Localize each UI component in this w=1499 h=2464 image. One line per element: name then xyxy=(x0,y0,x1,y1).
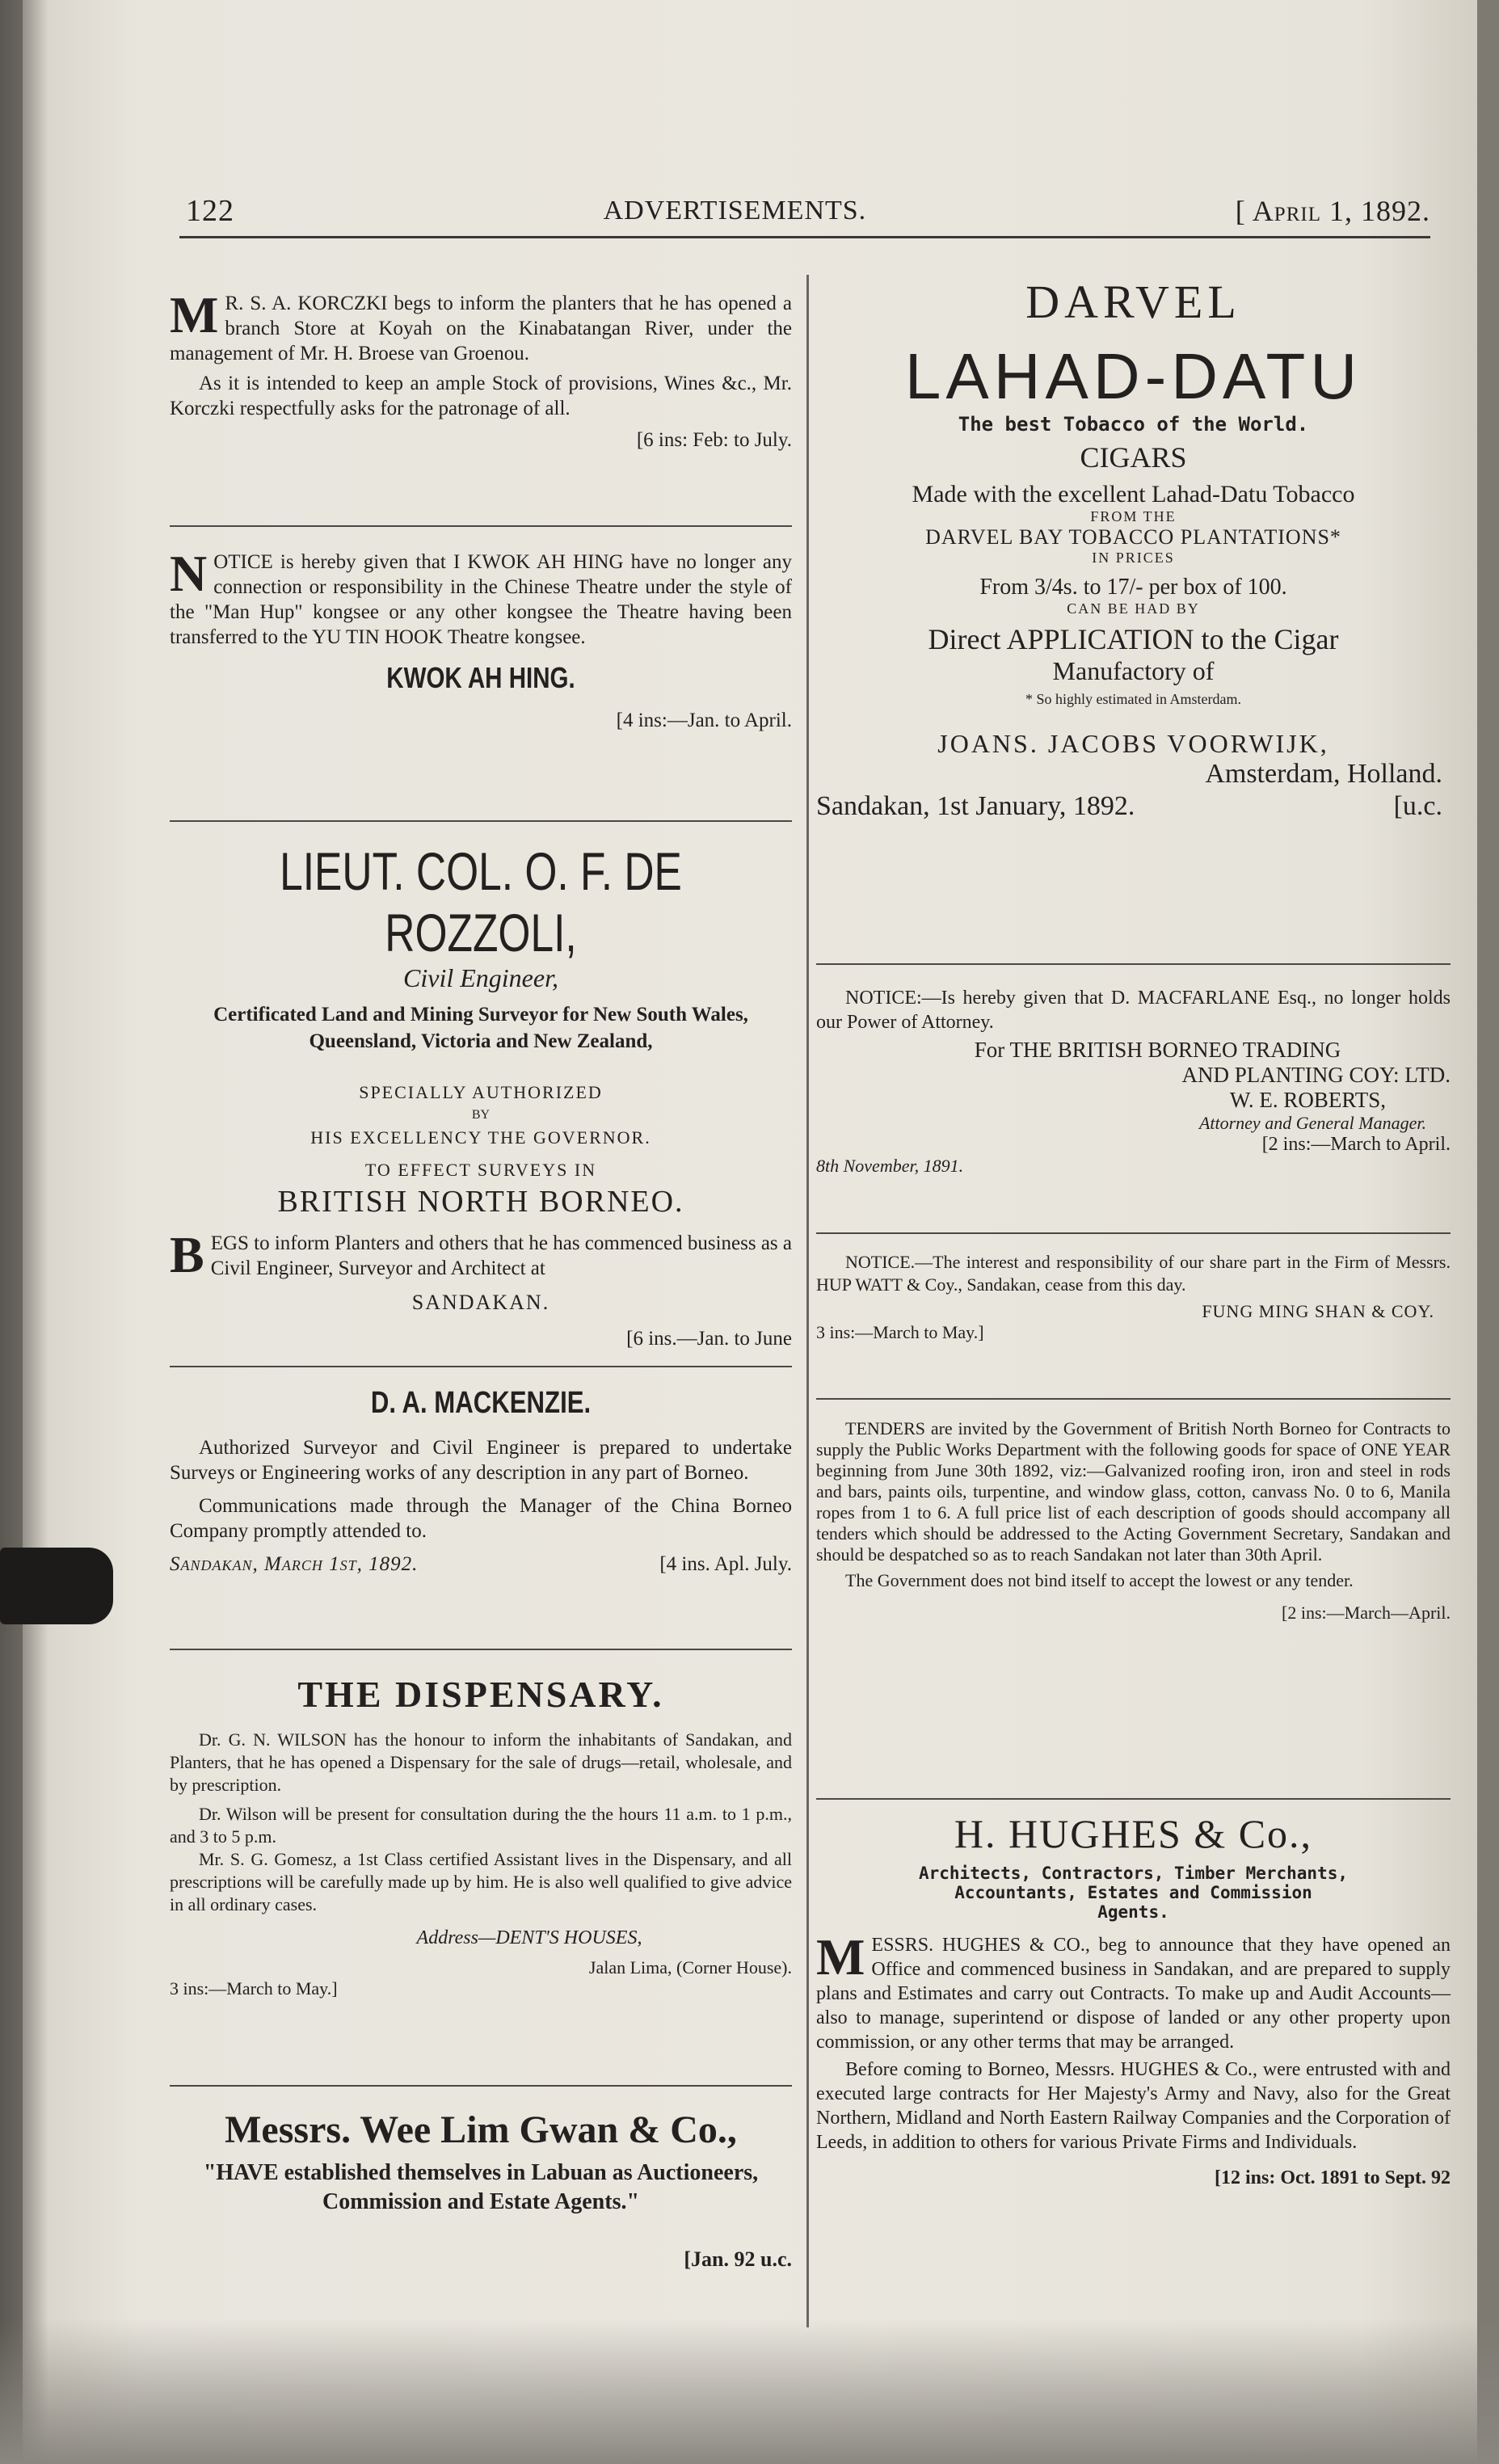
macfarlane-company: AND PLANTING COY: LTD. xyxy=(1181,1063,1451,1087)
darvel-can-be-had: CAN BE HAD BY xyxy=(1067,600,1200,617)
page-header xyxy=(186,191,1430,231)
page-number: 122 xyxy=(186,194,234,228)
hughes-text-2: Before coming to Borneo, Messrs. HUGHES & Co., were entrusted with and executed large contracts for Her Majesty's Army and Navy, also for the Great Northern, Midland and North Eastern Railway Companies and the Corporation of Leeds, in addition to others for various Private Firms and Individuals. xyxy=(816,2059,1451,2153)
wee-text: "HAVE established themselves in Labuan as Auctioneers, Commission and Estate Agents." xyxy=(203,2160,759,2214)
ad-kwok-ah-hing xyxy=(170,545,792,733)
rozzoli-place: SANDAKAN. xyxy=(411,1291,550,1314)
darvel-direct: Direct APPLICATION to the Cigar xyxy=(928,623,1339,655)
darvel-title: DARVEL xyxy=(1025,276,1241,328)
rozzoli-by: BY xyxy=(471,1108,491,1122)
korczki-insertions: [6 ins: Feb: to July. xyxy=(636,429,792,451)
divider xyxy=(816,1398,1451,1400)
hup-insertions: 3 ins:—March to May.] xyxy=(816,1322,984,1342)
rozzoli-borneo: BRITISH NORTH BORNEO. xyxy=(277,1185,684,1219)
dispensary-text-2: Dr. Wilson will be present for consultation during the the hours 11 a.m. to 1 p.m., and 3 to 5 p.m. xyxy=(170,1804,792,1847)
macfarlane-insertions: [2 ins:—March to April. xyxy=(1261,1134,1451,1155)
kwok-signature: KWOK AH HING. xyxy=(386,661,575,694)
tenders-text: TENDERS are invited by the Government of British North Borneo for Contracts to supply the Public Works Department with the following goods for space of ONE YEAR beginning from June 30th 1892, viz:—Galvanized roofing iron, iron and steel in rods and bars, paints oils, turpentine, and window glass, cotton, canvass No. 0 to 6, Manila ropes from 1 to 6. A full price list of each description of goods should accompany all tenders which should be addressed to the Acting Government Secretary, Sandakan and should be despatched so as to reach Sandakan not later than 30th April. xyxy=(816,1418,1451,1565)
dropcap-m: M xyxy=(816,1928,865,1986)
dispensary-text: Dr. G. N. WILSON has the honour to inform the inhabitants of Sandakan, and Planters, that he has opened a Dispensary for the sale of drugs—retail, wholesale, and by prescription. xyxy=(170,1729,792,1795)
darvel-note: * So highly estimated in Amsterdam. xyxy=(1025,691,1241,707)
darvel-cigars: CIGARS xyxy=(1080,441,1187,474)
hughes-insertions: [12 ins: Oct. 1891 to Sept. 92 xyxy=(1215,2167,1451,2188)
divider xyxy=(816,1798,1451,1800)
header-rule xyxy=(179,236,1430,238)
darvel-uc: [u.c. xyxy=(1393,791,1442,821)
darvel-plantations: DARVEL BAY TOBACCO PLANTATIONS* xyxy=(925,525,1341,549)
macfarlane-role: Attorney and General Manager. xyxy=(1198,1113,1426,1133)
page-edge-shadow xyxy=(0,0,48,2464)
dispensary-address: Address—DENT'S HOUSES, xyxy=(416,1927,642,1948)
macfarlane-date: 8th November, 1891. xyxy=(816,1156,964,1176)
dispensary-insertions: 3 ins:—March to May.] xyxy=(170,1978,338,1999)
ad-hughes xyxy=(816,1810,1451,2189)
kwok-text: OTICE is hereby given that I KWOK AH HING have no longer any connection or responsibility in the Chinese Theatre under the style of the "Man Hup" kongsee or any other kongsee the Theatre having been transferred to the YU TIN HOOK Theatre kongsee. xyxy=(170,551,792,648)
hup-signature: FUNG MING SHAN & COY. xyxy=(1202,1301,1434,1321)
kwok-insertions: [4 ins:—Jan. to April. xyxy=(616,710,792,731)
macfarlane-for: For THE BRITISH BORNEO TRADING xyxy=(974,1038,1341,1062)
darvel-amsterdam: Amsterdam, Holland. xyxy=(1205,759,1442,789)
dropcap-m: M xyxy=(170,286,219,343)
ad-darvel-cigars xyxy=(816,275,1451,822)
mackenzie-insertions: [4 ins. Apl. July. xyxy=(659,1553,792,1575)
rozzoli-text: EGS to inform Planters and others that he has commenced business as a Civil Engineer, Surveyor and Architect at xyxy=(210,1232,792,1279)
divider xyxy=(170,2085,792,2087)
korczki-text: R. S. A. KORCZKI begs to inform the planters that he has opened a branch Store at Koyah on the Kinabatangan River, under the management of Mr. H. Broese van Groenou. xyxy=(170,293,792,364)
notice-macfarlane xyxy=(816,986,1451,1177)
wee-insertions: [Jan. 92 u.c. xyxy=(684,2247,792,2271)
issue-date: [ April 1, 1892. xyxy=(1235,195,1430,227)
rozzoli-insertions: [6 ins.—Jan. to June xyxy=(626,1328,792,1350)
divider xyxy=(170,525,792,527)
hughes-text: ESSRS. HUGHES & CO., beg to announce that they have opened an Office and commenced business in Sandakan, and are prepared to supply plans and Estimates and carry out Contracts. To make up and Audit Accounts—also to manage, superintend or dispose of landed or any other property upon commission, or any other terms that may be arranged. xyxy=(816,1935,1451,2053)
darvel-voorwijk: JOANS. JACOBS VOORWIJK, xyxy=(937,729,1329,758)
dispensary-text-3: Mr. S. G. Gomesz, a 1st Class certified Assistant lives in the Dispensary, and all prescriptions will be carefully made up by him. He is also well qualified to give advice in all ordinary cases. xyxy=(170,1849,792,1914)
darvel-brand: LAHAD-DATU xyxy=(904,340,1362,412)
mackenzie-text: Authorized Surveyor and Civil Engineer is prepared to undertake Surveys or Engineering works of any description in any part of Borneo. xyxy=(170,1437,792,1484)
darvel-manufactory: Manufactory of xyxy=(1052,656,1215,685)
ad-dispensary xyxy=(170,1673,792,1999)
ad-korczki xyxy=(170,286,792,453)
macfarlane-signature: W. E. ROBERTS, xyxy=(1229,1088,1386,1112)
rozzoli-surveys: TO EFFECT SURVEYS IN xyxy=(364,1160,597,1180)
dropcap-b: B xyxy=(170,1226,204,1283)
binder-clip xyxy=(0,1548,113,1624)
rozzoli-authorized: SPECIALLY AUTHORIZED xyxy=(359,1082,603,1102)
korczki-text-2: As it is intended to keep an ample Stock of provisions, Wines &c., Mr. Korczki respectfully asks for the patronage of all. xyxy=(170,373,792,419)
hughes-subtitle-2: Accountants, Estates and Commission xyxy=(954,1883,1312,1902)
rozzoli-title: Civil Engineer, xyxy=(403,963,558,992)
hughes-subtitle-1: Architects, Contractors, Timber Merchants, xyxy=(918,1864,1348,1883)
divider xyxy=(170,820,792,822)
dispensary-street: Jalan Lima, (Corner House). xyxy=(588,1957,792,1978)
hup-text: NOTICE.—The interest and responsibility of our share part in the Firm of Messrs. HUP WATT & Coy., Sandakan, cease from this day. xyxy=(816,1252,1451,1295)
mackenzie-name: D. A. MACKENZIE. xyxy=(370,1386,592,1420)
divider xyxy=(170,1366,792,1367)
mackenzie-text-2: Communications made through the Manager of the China Borneo Company promptly attended to. xyxy=(170,1495,792,1542)
darvel-tagline: The best Tobacco of the World. xyxy=(958,413,1309,436)
darvel-made-with: Made with the excellent Lahad-Datu Tobacco xyxy=(912,481,1355,508)
rozzoli-certification: Certificated Land and Mining Surveyor for New South Wales, Queensland, Victoria and New Zealand, xyxy=(213,1004,748,1052)
dispensary-title: THE DISPENSARY. xyxy=(297,1674,664,1715)
macfarlane-text: NOTICE:—Is hereby given that D. MACFARLANE Esq., no longer holds our Power of Attorney. xyxy=(816,988,1451,1033)
wee-name: Messrs. Wee Lim Gwan & Co., xyxy=(225,2108,737,2151)
divider xyxy=(816,963,1451,965)
darvel-in-prices: IN PRICES xyxy=(1092,550,1175,566)
darvel-price-range: From 3/4s. to 17/- per box of 100. xyxy=(979,575,1287,600)
section-title: ADVERTISEMENTS. xyxy=(603,196,867,225)
column-rule xyxy=(806,275,809,2327)
ad-rozzoli xyxy=(170,840,792,1351)
dropcap-n: N xyxy=(170,545,208,602)
rozzoli-governor: HIS EXCELLENCY THE GOVERNOR. xyxy=(310,1127,651,1148)
divider xyxy=(816,1232,1451,1234)
divider xyxy=(170,1649,792,1650)
ad-mackenzie xyxy=(170,1386,792,1576)
notice-tenders xyxy=(816,1418,1451,1624)
notice-hup-watt xyxy=(816,1251,1451,1343)
page-bottom-shadow xyxy=(0,2319,1499,2464)
tenders-insertions: [2 ins:—March—April. xyxy=(1282,1603,1451,1623)
tenders-text-2: The Government does not bind itself to accept the lowest or any tender. xyxy=(845,1570,1354,1590)
hughes-name: H. HUGHES & Co., xyxy=(954,1811,1313,1856)
rozzoli-name: LIEUT. COL. O. F. DE ROZZOLI, xyxy=(280,841,682,962)
darvel-from: FROM THE xyxy=(1090,508,1177,524)
darvel-sandakan-date: Sandakan, 1st January, 1892. xyxy=(816,791,1135,821)
ad-wee-lim-gwan xyxy=(170,2108,792,2272)
hughes-subtitle-3: Agents. xyxy=(1097,1902,1169,1922)
mackenzie-place: Sandakan, March 1st, 1892. xyxy=(170,1553,419,1575)
